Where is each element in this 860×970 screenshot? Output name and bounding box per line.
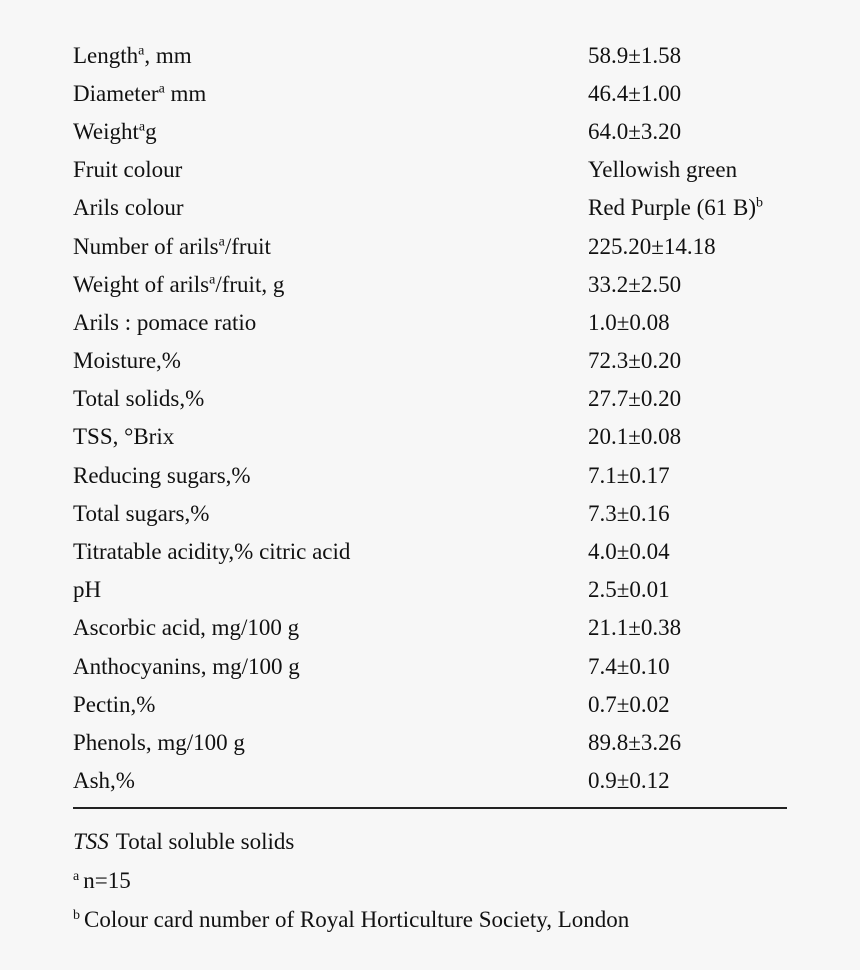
table-row — [73, 74, 787, 112]
row-value-text: 7.3±0.16 — [588, 500, 670, 526]
row-value — [588, 44, 787, 67]
row-label — [73, 311, 588, 334]
row-label — [73, 349, 588, 372]
row-label — [73, 387, 588, 410]
row-value-text: 46.4±1.00 — [588, 80, 682, 106]
row-label-text: TSS, °Brix — [73, 424, 175, 450]
row-label-text: Titratable acidity,% citric acid — [73, 539, 351, 565]
row-value — [588, 387, 787, 410]
row-label-footnote-mark: a — [209, 272, 216, 288]
row-value — [588, 158, 787, 181]
row-value-footnote-mark: b — [756, 195, 764, 211]
row-value-text: Red Purple (61 B) — [588, 195, 757, 221]
row-label-text: Number of arils — [73, 233, 219, 259]
row-label — [73, 44, 588, 67]
table-row — [73, 418, 787, 456]
footnote-tss-term: TSS — [73, 828, 109, 854]
table-row — [73, 265, 787, 303]
row-label-text: Fruit colour — [73, 157, 183, 183]
row-value — [588, 196, 787, 219]
footnote-b — [73, 900, 787, 939]
row-value-text: 7.1±0.17 — [588, 462, 670, 488]
row-label-text: Weight of arils — [73, 271, 210, 297]
row-label-text: Ash,% — [73, 768, 135, 794]
row-label-text: Phenols, mg/100 g — [73, 729, 245, 755]
footnote-a-text: n=15 — [83, 867, 131, 893]
row-label-footnote-mark: a — [138, 42, 145, 58]
footnotes — [73, 822, 787, 939]
row-label-text: Arils : pomace ratio — [73, 309, 257, 335]
row-label — [73, 540, 588, 563]
row-label-footnote-mark: a — [158, 81, 165, 97]
row-label-footnote-mark: a — [218, 233, 225, 249]
row-label — [73, 578, 588, 601]
row-label-text: Weight — [73, 118, 139, 144]
row-label — [73, 693, 588, 716]
row-label — [73, 655, 588, 678]
table-row — [73, 685, 787, 723]
row-value — [588, 120, 787, 143]
row-label-text: Anthocyanins, mg/100 g — [73, 653, 300, 679]
row-value-text: 27.7±0.20 — [588, 386, 682, 412]
footnote-tss — [73, 822, 787, 861]
row-value-text: 7.4±0.10 — [588, 653, 670, 679]
table-row — [73, 723, 787, 761]
table-row — [73, 189, 787, 227]
table-row — [73, 380, 787, 418]
row-label-suffix: /fruit — [224, 233, 271, 259]
footnote-a — [73, 861, 787, 900]
row-label — [73, 464, 588, 487]
table-row — [73, 456, 787, 494]
row-value — [588, 82, 787, 105]
row-label — [73, 273, 588, 296]
table-row — [73, 609, 787, 647]
row-value — [588, 769, 787, 792]
row-label-text: Moisture,% — [73, 348, 181, 374]
row-value — [588, 349, 787, 372]
row-value — [588, 540, 787, 563]
row-label-suffix: , mm — [144, 42, 192, 68]
row-value-text: 0.9±0.12 — [588, 768, 670, 794]
row-value-text: 2.5±0.01 — [588, 577, 670, 603]
row-value — [588, 502, 787, 525]
footnote-a-mark: a — [73, 869, 80, 884]
row-value — [588, 693, 787, 716]
row-label-text: Diameter — [73, 80, 159, 106]
row-value-text: 225.20±14.18 — [588, 233, 716, 259]
row-value — [588, 464, 787, 487]
row-label — [73, 82, 588, 105]
row-label-suffix: mm — [164, 80, 207, 106]
table-row — [73, 303, 787, 341]
table-row — [73, 647, 787, 685]
footnote-b-mark: b — [73, 908, 80, 923]
row-label-text: Length — [73, 42, 139, 68]
row-value — [588, 655, 787, 678]
row-label-text: Ascorbic acid, mg/100 g — [73, 615, 300, 641]
row-label-text: Total solids,% — [73, 386, 205, 412]
row-value — [588, 235, 787, 258]
row-value — [588, 616, 787, 639]
table-row — [73, 36, 787, 74]
row-value-text: 20.1±0.08 — [588, 424, 682, 450]
row-value-text: 0.7±0.02 — [588, 691, 670, 717]
table-row — [73, 762, 787, 800]
table-row — [73, 342, 787, 380]
row-value-text: Yellowish green — [588, 157, 738, 183]
table-row — [73, 494, 787, 532]
row-label — [73, 158, 588, 181]
row-value-text: 64.0±3.20 — [588, 118, 682, 144]
table-row — [73, 112, 787, 150]
row-label-text: pH — [73, 577, 102, 603]
row-label — [73, 120, 588, 143]
row-label — [73, 235, 588, 258]
row-value-text: 1.0±0.08 — [588, 309, 670, 335]
row-label — [73, 616, 588, 639]
row-value — [588, 578, 787, 601]
table-row — [73, 227, 787, 265]
row-label-text: Arils colour — [73, 195, 184, 221]
row-label-suffix: /fruit, g — [215, 271, 285, 297]
row-value-text: 72.3±0.20 — [588, 348, 682, 374]
footnote-b-text: Colour card number of Royal Horticulture Society, London — [84, 906, 630, 932]
row-label-text: Reducing sugars,% — [73, 462, 251, 488]
row-value-text: 33.2±2.50 — [588, 271, 682, 297]
table-bottom-rule — [73, 807, 787, 809]
row-label-footnote-mark: a — [138, 119, 146, 135]
footnote-tss-text: Total soluble solids — [115, 828, 295, 854]
row-label — [73, 196, 588, 219]
table-row — [73, 532, 787, 570]
row-value-text: 58.9±1.58 — [588, 42, 682, 68]
row-label — [73, 502, 588, 525]
row-value — [588, 273, 787, 296]
row-label — [73, 425, 588, 448]
row-label — [73, 731, 588, 754]
row-value-text: 89.8±3.26 — [588, 729, 682, 755]
row-value — [588, 425, 787, 448]
table-row — [73, 571, 787, 609]
table-row — [73, 151, 787, 189]
row-label-text: Pectin,% — [73, 691, 156, 717]
row-label-suffix: g — [145, 118, 157, 144]
row-label — [73, 769, 588, 792]
row-value-text: 4.0±0.04 — [588, 539, 670, 565]
composition-table — [73, 36, 787, 800]
row-label-text: Total sugars,% — [73, 500, 210, 526]
row-value-text: 21.1±0.38 — [588, 615, 682, 641]
row-value — [588, 731, 787, 754]
row-value — [588, 311, 787, 334]
